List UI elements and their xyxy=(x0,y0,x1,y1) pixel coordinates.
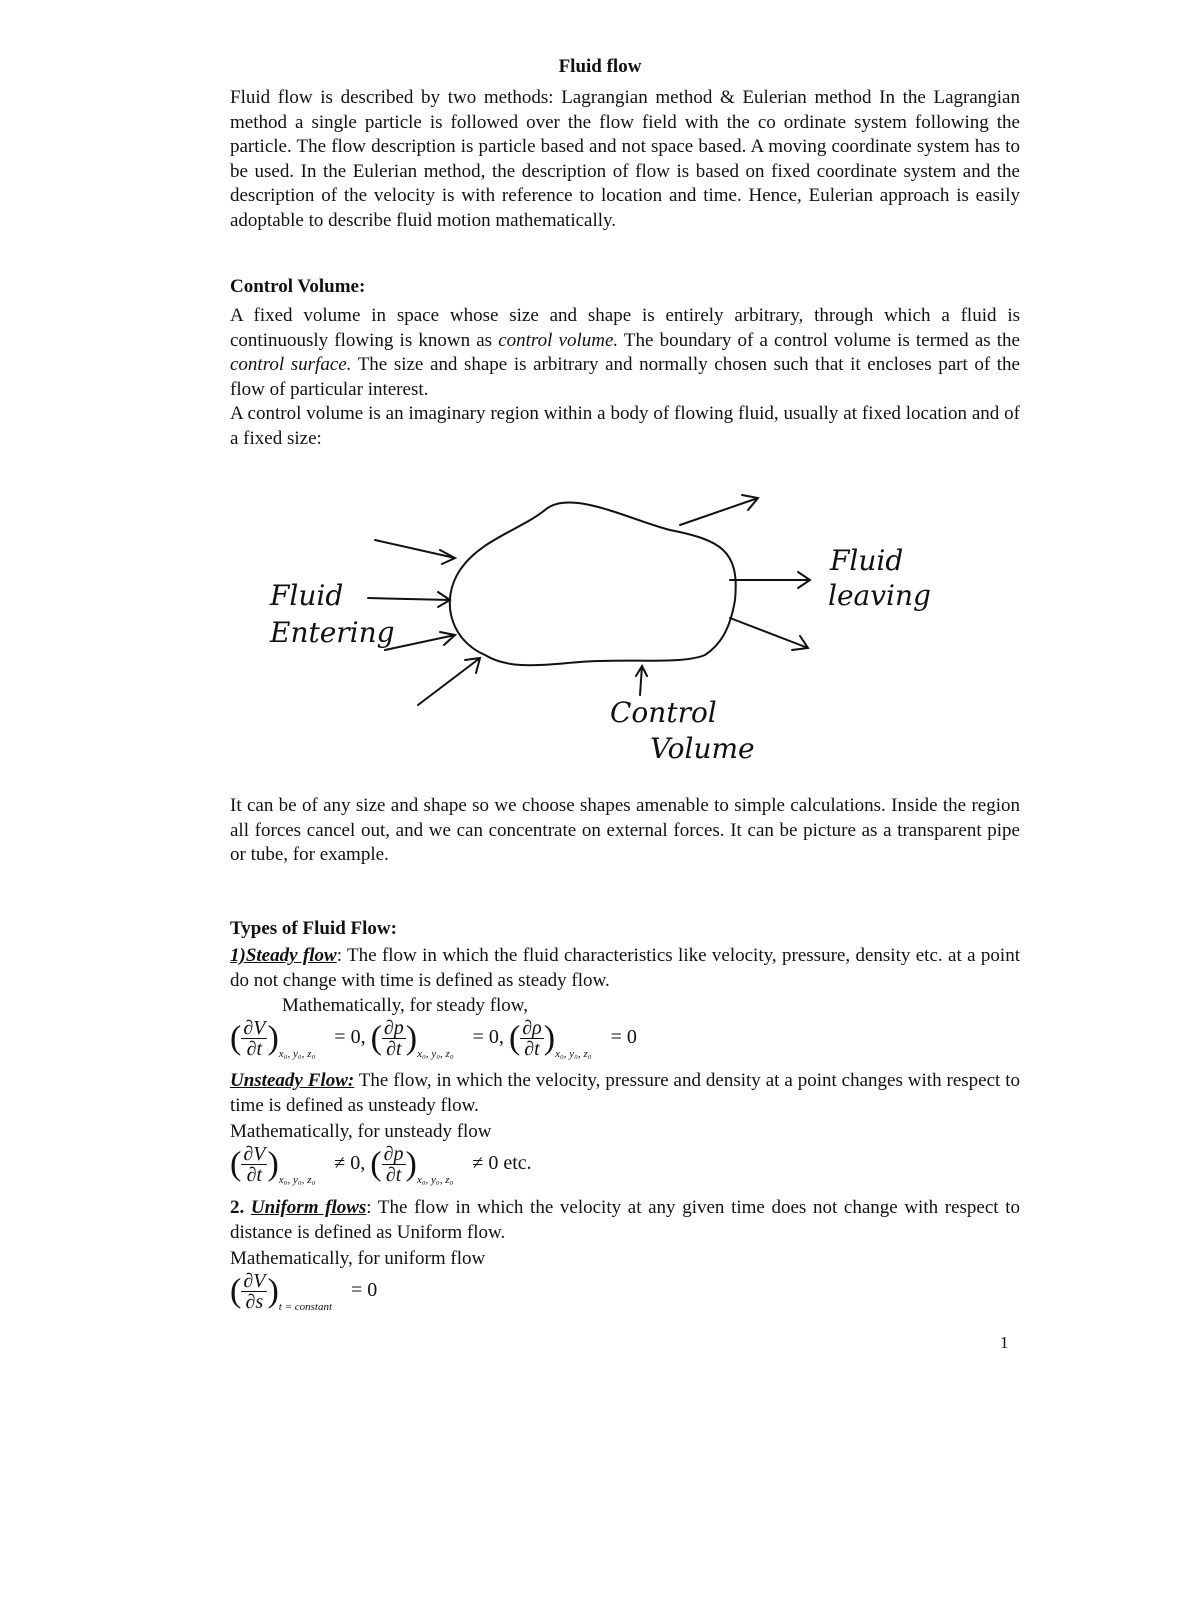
control-volume-pointer-arrow xyxy=(636,666,647,695)
outlet-arrow-3 xyxy=(730,618,808,650)
types-heading: Types of Fluid Flow: xyxy=(230,918,397,939)
frac-den: ∂t xyxy=(386,1038,402,1060)
label-fluid-leaving-2: leaving xyxy=(828,579,931,612)
steady-flow-paragraph xyxy=(230,944,1020,993)
uniform-flow-formula: ( $\frac{\partial V}{\partial s}$ )$_{t = constant} = 0$ xyxy=(230,1270,378,1314)
frac-num: ∂V xyxy=(243,1017,266,1039)
steady-flow-text: : The flow in which the fluid characteristics like velocity, pressure, density etc. at a point do not change with time is defined as steady flow. xyxy=(230,945,1020,991)
subscript: x₀, y₀, z₀ xyxy=(278,1174,316,1187)
label-fluid-entering-2: Entering xyxy=(270,616,395,649)
subscript: x₀, y₀, z₀ xyxy=(416,1174,454,1187)
equals-zero-end: = 0 xyxy=(610,1026,637,1049)
frac-num: ∂p xyxy=(383,1143,404,1165)
frac-num: ∂p xyxy=(383,1017,404,1039)
control-volume-paragraph xyxy=(230,304,1020,402)
frac-den: ∂t xyxy=(246,1164,263,1186)
steady-flow-formula: ( $\frac{\partial V}{\partial t}$ )$_{x_0, y_0, z_0} = 0$, ( $\frac{\partial p}{\partial t}$ )$_{x_0, y_0, z_0} = 0$, ( $\frac{\partial\rho}{\partial t}$ )$_{x_0, y_0, z_0} = 0$ xyxy=(230,1017,637,1061)
unsteady-flow-formula: ( $\frac{\partial V}{\partial t}$ )$_{x_0, y_0, z_0} \ne 0$, ( $\frac{\partial p}{\partial t}$ )$_{x_0, y_0, z_0} \ne 0$ etc. xyxy=(230,1143,532,1187)
control-volume-diagram xyxy=(250,480,970,780)
unsteady-math-caption: Mathematically, for unsteady flow xyxy=(230,1121,492,1142)
subscript: x₀, y₀, z₀ xyxy=(417,1048,454,1061)
equals-zero: = 0, xyxy=(472,1026,504,1049)
inlet-arrow-1 xyxy=(375,540,455,564)
uniform-flow-label: Uniform flows xyxy=(250,1197,367,1218)
control-volume-heading: Control Volume: xyxy=(230,276,366,297)
frac-den: ∂s xyxy=(245,1291,264,1313)
intro-paragraph: Fluid flow is described by two methods: Lagrangian method & Eulerian method In the Lagrangian method a single particle is followed over the flow field with the co ordinate system following the particle. The flow description is particle based and not space based. A moving coordinate system has to be used. In the Eulerian method, the description of flow is based on fixed coordinate system and the description of the velocity is with reference to location and time. Hence, Eulerian approach is easily adoptable to describe fluid motion mathematically. xyxy=(230,87,1020,231)
subscript: t = constant xyxy=(278,1301,333,1314)
frac-den: ∂t xyxy=(385,1164,402,1186)
cv-text-c: The size and shape is arbitrary and normally chosen such that it encloses part of the flow of particular interest. xyxy=(230,354,1020,400)
steady-flow-label: 1)Steady flow xyxy=(230,945,337,966)
uniform-flow-text: : The flow in which the velocity at any given time does not change with respect to distance is defined as Uniform flow. xyxy=(230,1197,1020,1243)
control-volume-paragraph-2: A control volume is an imaginary region within a body of flowing fluid, usually at fixed location and of a fixed size: xyxy=(230,403,1020,449)
control-volume-boundary xyxy=(450,502,736,665)
subscript: x₀, y₀, z₀ xyxy=(278,1048,316,1061)
equals-zero: = 0, xyxy=(334,1026,366,1049)
unsteady-flow-label: Unsteady Flow: xyxy=(230,1070,355,1091)
label-control-volume-1: Control xyxy=(610,696,717,729)
label-fluid-entering-1: Fluid xyxy=(270,579,344,612)
equals-zero-end: = 0 xyxy=(351,1279,378,1302)
subscript: x₀, y₀, z₀ xyxy=(555,1048,592,1061)
not-equal-zero: ≠ 0, xyxy=(334,1152,366,1175)
cv-term-control-surface: control surface. xyxy=(230,354,352,375)
label-fluid-leaving-1: Fluid xyxy=(830,544,904,577)
frac-num: ∂V xyxy=(243,1143,266,1165)
uniform-math-caption: Mathematically, for uniform flow xyxy=(230,1248,486,1269)
steady-math-caption: Mathematically, for steady flow, xyxy=(282,995,529,1016)
outlet-arrow-1 xyxy=(680,495,758,525)
inlet-arrow-2 xyxy=(368,592,450,607)
inlet-arrow-3 xyxy=(385,632,455,650)
frac-den: ∂t xyxy=(246,1038,263,1060)
frac-num: ∂V xyxy=(243,1270,266,1292)
frac-num: ∂ρ xyxy=(522,1017,542,1039)
cv-text-b: The boundary of a control volume is termed as the xyxy=(618,329,1020,351)
not-equal-zero-etc: ≠ 0 etc. xyxy=(472,1152,532,1175)
label-control-volume-2: Volume xyxy=(650,732,755,765)
cv-text-a: A fixed volume in space whose size and shape is entirely arbitrary, through which a fluid is continuously flowing is known as xyxy=(230,305,1020,351)
inlet-arrow-4 xyxy=(418,658,480,705)
uniform-flow-number: 2. xyxy=(230,1197,251,1218)
frac-den: ∂t xyxy=(524,1038,540,1060)
unsteady-flow-paragraph xyxy=(230,1069,1020,1118)
after-diagram-paragraph: It can be of any size and shape so we choose shapes amenable to simple calculations. Inside the region all forces cancel out, and we can concentrate on external forces. It can be picture as a transparent pipe or tube, for example. xyxy=(230,795,1020,865)
unsteady-flow-text: The flow, in which the velocity, pressure and density at a point changes with respect to time is defined as unsteady flow. xyxy=(230,1070,1020,1116)
outlet-arrow-2 xyxy=(730,572,810,588)
cv-term-control-volume: control volume. xyxy=(498,329,619,351)
uniform-flow-paragraph xyxy=(230,1196,1020,1245)
page-number: 1 xyxy=(1000,1333,1009,1352)
page-title: Fluid flow xyxy=(558,56,642,77)
